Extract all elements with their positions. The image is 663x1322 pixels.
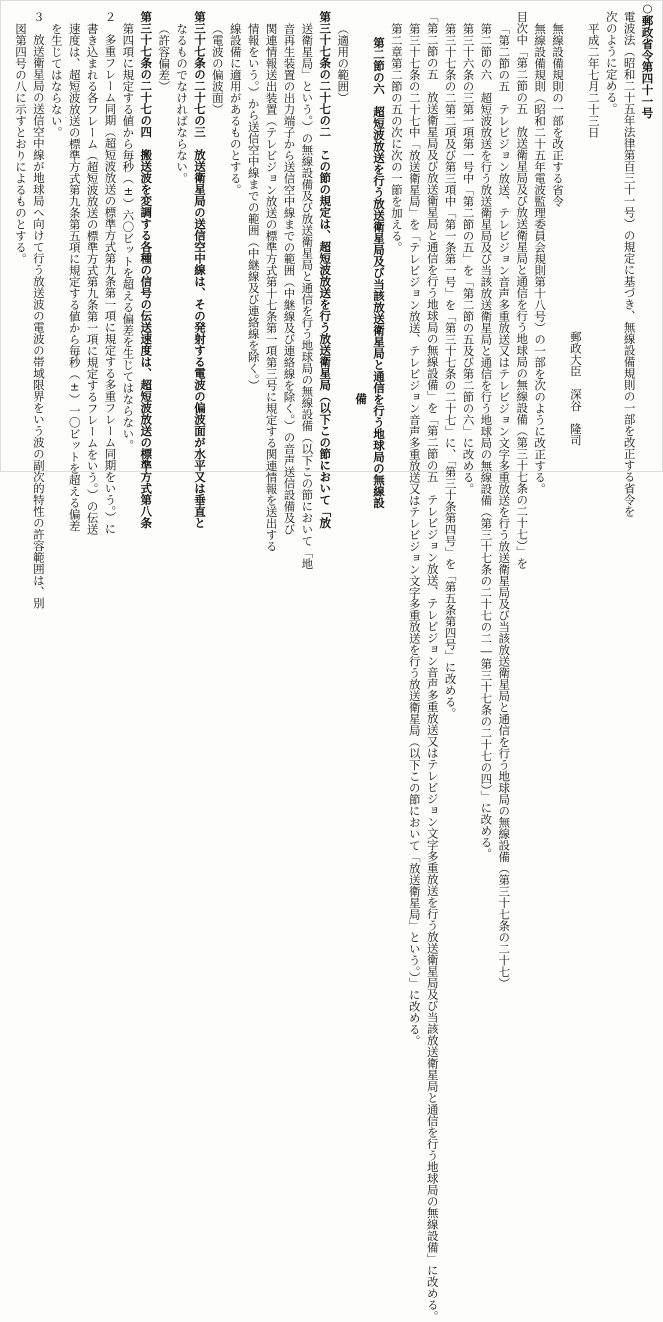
text-column: 第三十七条の二十七の三 放送衛星局の送信空中線は、その発射する電波の偏波面が水平又は垂直と (193, 11, 207, 529)
text-column: 図第四号の八に示すとおりによるものとする。 (14, 23, 28, 265)
text-column: 「第二節の五 放送衛星局及び放送衛星局と通信を行う地球局の無線設備」を「第二節の五 テレビジョン放送、テレビジョン音声多重放送又はテレビジョン文字多重放送を行う放送衛星局及び当該放送衛星局と通信を行う地球局の無線設備」に改める。 (425, 11, 440, 1322)
text-column: （適用の範囲） (336, 23, 351, 104)
text-column: 電波法（昭和二十五年法律第百三十一号）の規定に基づき、無線設備規則の一部を改正する省令を (622, 11, 637, 517)
text-column: 書き込まれる各フレーム（超短波放送の標準方式第九条第一項に規定するフレームをいう。）の伝送 (85, 23, 100, 535)
text-column: 第四項に規定する値から毎秒（±）六〇ビットを超える偏差を生じてはならない。 (121, 23, 136, 451)
text-column: （電波の偏波面） (210, 23, 225, 115)
text-column: 線設備に適用があるものとする。 (228, 23, 243, 196)
text-column: 「第二節の五 テレビジョン放送、テレビジョン音声多重放送又はテレビジョン文字多重放送を行う放送衛星局及び当該放送衛星局と通信を行う地球局の無線設備（第三十七条の二十七） (497, 23, 512, 989)
text-column: （許容偏差） (157, 23, 172, 92)
text-column: 送衛星局」という。）の無線設備及び放送衛星局と通信を行う地球局の無線設備（以下この節において「地 (300, 23, 315, 570)
text-column: ２ 多重フレーム同期（超短波放送の標準方式第九条第一項に規定する多重フレーム同期をいう。）に (103, 11, 118, 535)
text-column: なるものでなければならない。 (175, 23, 190, 184)
text-column: ３ 放送衛星局の送信空中線が地球局へ向けて行う放送波の電波の帯域限界をいう波の副次的特性の許容範囲は、別 (31, 11, 46, 609)
text-column: 速度は、超短波放送の標準方式第九条第五項に規定する値から毎秒（±）一〇ビットを超える偏差 (67, 23, 82, 532)
text-column: 第三十七条の二第二項及び第三項中「第一条第一号」を「第三十七条の二十七」に、「第三十条第四号」を「第五条第四号」に改める。 (443, 23, 458, 719)
text-column: 第三十七条の二十七の二 この節の規定は、超短波放送を行う放送衛星局（以下この節において「放 (318, 11, 333, 529)
text-column: 郵政大臣 深谷 隆司 (568, 331, 583, 446)
text-column: 第二節の六 超短波放送を行う放送衛星局及び当該放送衛星局と通信を行う地球局の無線設 (372, 37, 386, 509)
text-column: 関連情報送出装置（テレビジョン放送の標準方式第十七条第一項第三号に規定する関連情報を送出する (264, 23, 279, 552)
text-column: 第二章第二節の五の次に次の一節を加える。 (389, 23, 404, 253)
text-column: 第三十六条の三第一項第一号中「第二節の五」を「第二節の五及び第二節の六」に改める。 (461, 23, 476, 495)
text-column: 第三十七条の二十七の四 搬送波を変調する各種の信号の伝送速度は、超短波放送の標準方式第八条 (139, 11, 154, 529)
text-column: 次のように定める。 (604, 11, 619, 115)
text-column: 平成二年七月二十三日 (586, 23, 601, 138)
text-column: 第二節の六 超短波放送を行う放送衛星局及び当該放送衛星局と通信を行う地球局の無線設備（第三十七条の二十七の二―第三十七条の二十七の四）」に改める。 (479, 23, 494, 860)
text-column: を生じてはならない。 (49, 23, 64, 138)
text-column: ○郵政省令第四十一号 (640, 1, 655, 119)
text-column: 備 (354, 393, 369, 405)
text-column: 音再生装置の出力端子から送信空中線までの範囲（中継線及び連絡線を除く。）の音声送信設備及び (282, 23, 297, 535)
text-column: 目次中「第二節の五 放送衛星局及び放送衛星局と通信を行う地球局の無線設備（第三十七条の二十七）」を (515, 11, 530, 569)
text-column: 無線設備規則の一部を改正する省令 (551, 23, 565, 207)
text-column: 無線設備規則（昭和二十五年電波監理委員会規則第十八号）の一部を次のように改正する。 (533, 23, 548, 495)
text-column: 第三十七条の二十七中「放送衛星局」を「テレビジョン放送、テレビジョン音声多重放送又はテレビジョン文字多重放送を行う放送衛星局（以下この節において「放送衛星局」という。）」に改める。 (407, 23, 422, 1047)
text-column: 情報をいう。）から送信空中線までの範囲（中継線及び連絡線を除く。） (246, 23, 261, 391)
